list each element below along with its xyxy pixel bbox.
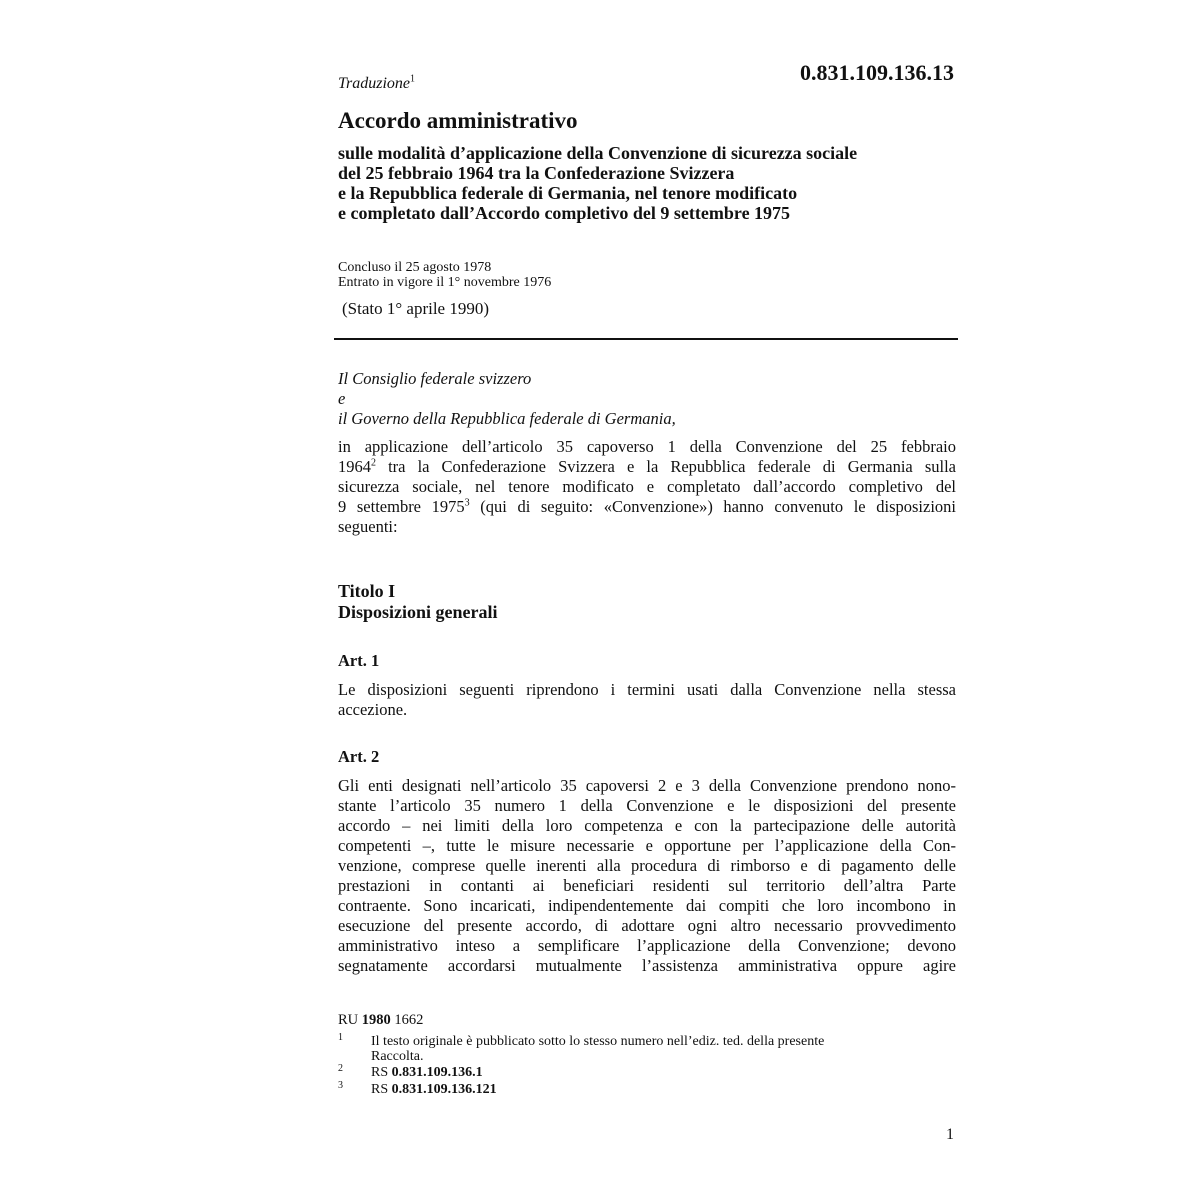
- footnote-text-line: Il testo originale è pubblicato sotto lo stesso numero nell’ediz. ted. della presente: [371, 1034, 825, 1049]
- ru-prefix: RU: [338, 1012, 362, 1028]
- footnote-1: [338, 1034, 958, 1064]
- footnote-text: [371, 1034, 951, 1064]
- footnote-2: [338, 1065, 958, 1080]
- art-1-line: Le disposizioni seguenti riprendono i termini usati dalla Convenzione nella stessa: [338, 680, 956, 699]
- footnote-3: [338, 1082, 958, 1097]
- art-2-body: [338, 776, 956, 976]
- concluded-date: Concluso il 25 agosto 1978: [338, 260, 492, 275]
- art-2-line: venzione, comprese quelle inerenti alla procedura di rimborso e di pagamento delle: [338, 856, 956, 875]
- title-i-name: Disposizioni generali: [338, 602, 498, 622]
- status-date: (Stato 1° aprile 1990): [342, 299, 490, 318]
- title-i-heading: [338, 581, 498, 623]
- ru-reference: [338, 1012, 423, 1029]
- footnote-sr-link[interactable]: 0.831.109.136.121: [391, 1082, 497, 1097]
- document-title: Accordo amministrativo: [338, 108, 578, 133]
- preamble-text: 1964: [338, 457, 371, 476]
- preamble-text: tra la Confederazione Svizzera e la Repubblica federale di Germania sulla: [376, 457, 956, 476]
- header-divider: [334, 338, 958, 340]
- subtitle-line: sulle modalità d’applicazione della Convenzione di sicurezza sociale: [338, 143, 858, 163]
- party-conjunction: e: [338, 389, 346, 408]
- preamble-line: sicurezza sociale, nel tenore modificato e completato dall’accordo completivo del: [338, 477, 956, 496]
- footnote-text-line: Raccolta.: [371, 1049, 424, 1064]
- translation-label: [338, 75, 415, 93]
- sr-number: 0.831.109.136.13: [800, 60, 954, 85]
- in-force-date: Entrato in vigore il 1° novembre 1976: [338, 275, 552, 290]
- footnote-number: 2: [338, 1063, 343, 1074]
- document-meta: [338, 260, 551, 290]
- art-2-line: competenti –, tutte le misure necessarie e opportune per l’applicazione della Con-: [338, 836, 956, 855]
- art-2-heading: Art. 2: [338, 747, 380, 766]
- translation-text: Traduzione: [338, 75, 411, 92]
- footnote-prefix: RS: [371, 1082, 392, 1097]
- page-number: 1: [946, 1126, 954, 1143]
- subtitle-line: del 25 febbraio 1964 tra la Confederazione Svizzera: [338, 163, 735, 183]
- preamble-line: [338, 457, 956, 477]
- title-i-label: Titolo I: [338, 581, 396, 601]
- art-2-line: Gli enti designati nell’articolo 35 capoversi 2 e 3 della Convenzione prendono nono-: [338, 776, 956, 795]
- preamble: [338, 437, 956, 537]
- footnote-text: [371, 1065, 951, 1080]
- ru-page: 1662: [390, 1012, 424, 1028]
- art-2-line: contraente. Sono incaricati, indipendentemente dai compiti che loro incombono in: [338, 896, 956, 915]
- art-2-line: accordo – nei limiti della loro competenza e con la partecipazione delle autorità: [338, 816, 956, 835]
- art-1-line: accezione.: [338, 700, 408, 719]
- party-swiss: Il Consiglio federale svizzero: [338, 369, 532, 388]
- footnote-number: 3: [338, 1080, 343, 1091]
- art-2-line: stante l’articolo 35 numero 1 della Convenzione e le disposizioni del presente: [338, 796, 956, 815]
- subtitle-line: e la Repubblica federale di Germania, nel tenore modificato: [338, 183, 798, 203]
- footnote-ref-3[interactable]: 3: [464, 497, 470, 509]
- preamble-text: (qui di seguito: «Convenzione») hanno convenuto le disposizioni: [469, 497, 956, 516]
- subtitle-line: e completato dall’Accordo completivo del 9 settembre 1975: [338, 203, 791, 223]
- contracting-parties: [338, 369, 676, 429]
- document-subtitle: [338, 143, 857, 223]
- preamble-text: 9 settembre 1975: [338, 497, 465, 516]
- art-2-line: segnatamente accordarsi mutualmente l’assistenza amministrativa oppure agire: [338, 956, 956, 975]
- preamble-line: seguenti:: [338, 517, 398, 536]
- footnote-number: 1: [338, 1032, 343, 1043]
- art-1-heading: Art. 1: [338, 651, 380, 670]
- footnote-text: [371, 1082, 951, 1097]
- art-2-line: prestazioni in contanti ai beneficiari residenti sul territorio dell’altra Parte: [338, 876, 956, 895]
- art-2-line: amministrativo inteso a semplificare l’applicazione della Convenzione; devono: [338, 936, 956, 955]
- art-1-body: [338, 680, 956, 720]
- footnote-prefix: RS: [371, 1065, 392, 1080]
- footnote-ref-1[interactable]: 1: [410, 73, 416, 85]
- preamble-line: in applicazione dell’articolo 35 capoverso 1 della Convenzione del 25 febbraio: [338, 437, 956, 456]
- art-2-line: esecuzione del presente accordo, di adottare ogni altro necessario provvedimento: [338, 916, 956, 935]
- ru-year: 1980: [361, 1012, 391, 1028]
- footnote-sr-link[interactable]: 0.831.109.136.1: [391, 1065, 483, 1080]
- preamble-line: [338, 497, 956, 517]
- party-germany: il Governo della Repubblica federale di Germania,: [338, 409, 676, 428]
- footnote-ref-2[interactable]: 2: [371, 457, 376, 469]
